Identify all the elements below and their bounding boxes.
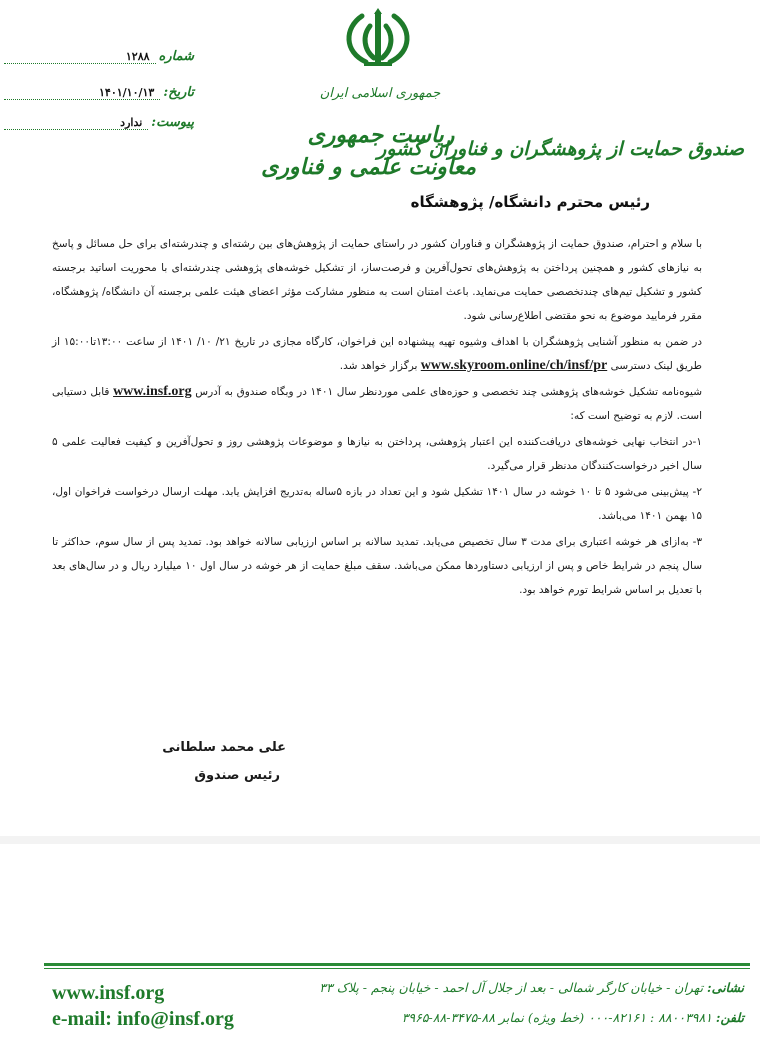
- emblem-caption: جمهوری اسلامی ایران: [319, 86, 441, 101]
- list-item: ۲- پیش‌بینی می‌شود ۵ تا ۱۰ خوشه در سال ۱۴۰۱ تشکیل شود و این تعداد در بازه ۵ساله به‌تدریج افزایش یابد. مهلت ارسال درخواست فراخوان اول، ۱۵ بهمن ۱۴۰۱ می‌باشد.: [52, 486, 702, 522]
- address-text: تهران - خیابان کارگر شمالی - بعد از جلال آل احمد - خیابان پنجم - پلاک ۳۳: [319, 980, 704, 995]
- page-divider: [0, 836, 760, 844]
- letter-recipient: رئیس محترم دانشگاه/ پژوهشگاه: [410, 193, 650, 211]
- letter-number-row: [4, 44, 194, 64]
- iran-emblem-icon: [340, 8, 416, 68]
- footer-rule: [44, 963, 750, 966]
- list-item: ۳- به‌ازای هر خوشه اعتباری برای مدت ۳ سال تخصیص می‌یابد. تمدید سالانه بر اساس ارزیابی سالانه خواهد بود. تمدید پس از سال سوم، حداکثر تا سال پنجم در شرایط خاص و پس از ارزیابی دستاوردها ممکن می‌باشد. سقف مبلغ حمایت از هر خوشه در سال اول ۱۰ میلیارد ریال و در سال‌های بعد با تعدیل بر اساس شرایط تورم خواهد بود.: [52, 536, 702, 596]
- paragraph-guidelines: [52, 380, 702, 428]
- presidency-title: ریاست جمهوری: [307, 122, 455, 148]
- footer-phone: [300, 1010, 744, 1025]
- skyroom-link[interactable]: www.skyroom.online/ch/insf/pr: [420, 358, 608, 373]
- footer-website[interactable]: www.insf.org: [52, 982, 165, 1004]
- attachment-label: پیوست:: [151, 115, 194, 130]
- footer-email[interactable]: e-mail: info@insf.org: [52, 1008, 234, 1030]
- date-value: ۱۴۰۱/۱۰/۱۳: [4, 86, 160, 100]
- footer-address: [300, 980, 744, 995]
- workshop-text-end: برگزار خواهد شد.: [339, 360, 418, 372]
- phone-label: تلفن:: [715, 1010, 744, 1025]
- list-item: ۱-در انتخاب نهایی خوشه‌های دریافت‌کننده این اعتبار پژوهشی، پرداختن به نیازها و موضوعات پژوهشی روز و تحول‌آفرین و کیفیت فعالیت علمی ۵ سال اخیر درخواست‌کنندگان مدنظر قرار می‌گیرد.: [52, 436, 702, 472]
- workshop-text: در ضمن به منظور آشنایی پژوهشگران با اهداف وشیوه تهیه پیشنهاده این فراخوان، کارگاه مجازی در تاریخ ۲۱/ ۱۰/ ۱۴۰۱ از ساعت ۱۳:۰۰تا۱۵:۰۰ از طریق لینک دسترسی: [52, 336, 703, 372]
- date-label: تاریخ:: [163, 85, 194, 100]
- paragraph-workshop: [52, 330, 702, 378]
- guidelines-text: شیوه‌نامه تشکیل خوشه‌های پژوهشی چند تخصصی و حوزه‌های علمی موردنظر سال ۱۴۰۱ در وبگاه صندوق به آدرس: [195, 386, 702, 398]
- paragraph-intro: با سلام و احترام، صندوق حمایت از پژوهشگران و فناوران کشور در راستای حمایت از پژوهش‌های بین رشته‌ای و چندرشته‌ای برای حل مسائل و پاسخ به نیازهای کشور و همچنین پرداختن به پژوهش‌های تحول‌آفرین و فرصت‌ساز، از تشکیل خوشه‌های پژوهشی چندرشته‌ای با محوریت اساتید برجسته کشور و تشکیل تیم‌های چندتخصصی حمایت می‌نماید. باعث امتنان است به منظور مشارکت مؤثر اعضای هیئت علمی برجسته آن دانشگاه/ پژوهشگاه، مقرر فرمایید موضوع به نحو مقتضی اطلاع‌رسانی شود.: [52, 238, 702, 322]
- letter-attachment-row: [4, 110, 194, 130]
- vice-presidency-title: معاونت علمی و فناوری: [261, 154, 476, 180]
- insf-website-link[interactable]: www.insf.org: [113, 384, 192, 399]
- letter-date-row: [4, 80, 194, 100]
- signer-title: رئیس صندوق: [194, 768, 280, 783]
- guidelines-text-end: قابل دستیابی است. لازم به توضیح است که:: [52, 386, 702, 422]
- number-label: شماره: [158, 49, 194, 64]
- footer-rule-thin: [44, 968, 750, 969]
- phone-text: ۸۸۰۰۳۹۸۱ : ۸۲۱۶۱-۰۰۰ (خط ویژه) نمابر ۸۸-۳۴۷۵-۸۸-۳۹۶۵: [401, 1010, 712, 1025]
- attachment-value: ندارد: [4, 116, 148, 130]
- address-label: نشانی:: [707, 980, 744, 995]
- organization-name: صندوق حمایت از پژوهشگران و فناوران کشور: [377, 138, 744, 160]
- signer-name: علی محمد سلطانی: [162, 740, 286, 755]
- number-value: ۱۲۸۸: [4, 50, 156, 64]
- letter-body: [52, 232, 702, 604]
